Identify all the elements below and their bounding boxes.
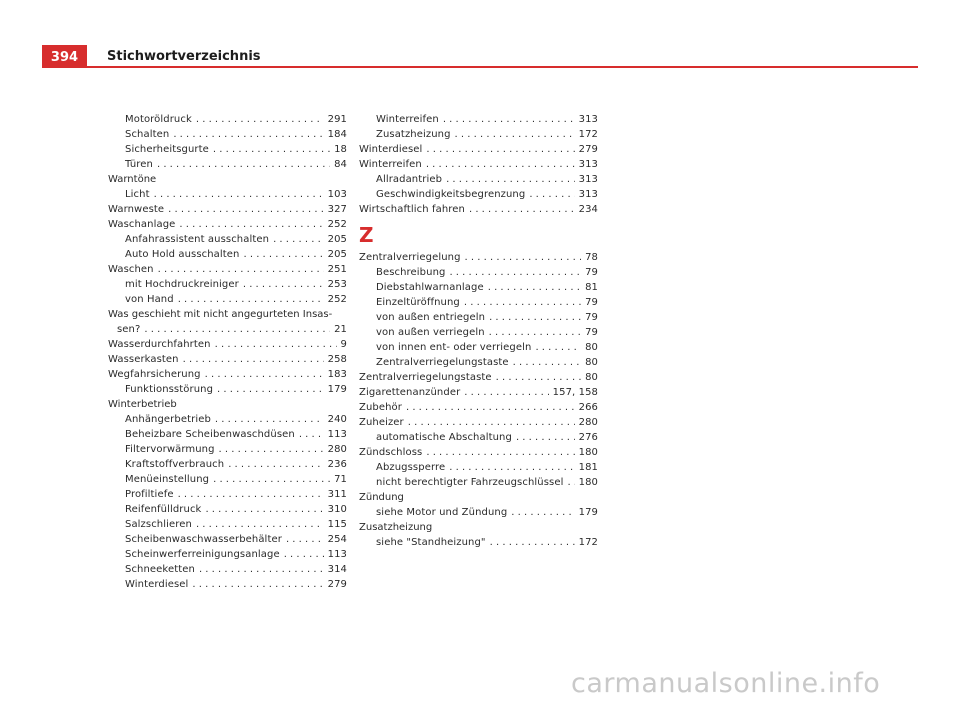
leader-dots	[449, 460, 574, 475]
index-entry	[108, 367, 347, 382]
entry-label: von außen verriegeln	[376, 327, 485, 338]
index-entry	[359, 400, 598, 415]
entry-label: Anhängerbetrieb	[125, 414, 211, 425]
entry-label: Warnweste	[108, 204, 165, 215]
entry-label: Waschanlage	[108, 219, 176, 230]
entry-page: 279	[327, 579, 347, 590]
index-entry	[108, 187, 347, 202]
index-entry	[359, 475, 598, 490]
index-entry	[108, 502, 347, 517]
entry-label: von innen ent- oder verriegeln	[376, 342, 532, 353]
entry-label: siehe "Standheizung"	[376, 537, 486, 548]
entry-label: Kraftstoffverbrauch	[125, 459, 225, 470]
index-entry	[108, 292, 347, 307]
entry-label: Scheinwerferreinigungsanlage	[125, 549, 280, 560]
leader-dots	[489, 310, 581, 325]
entry-page: 18	[334, 144, 347, 155]
entry-label: Wasserdurchfahrten	[108, 339, 211, 350]
leader-dots	[215, 412, 324, 427]
index-heading: Warntöne	[108, 174, 157, 185]
leader-dots	[213, 472, 330, 487]
leader-dots	[511, 505, 574, 520]
entry-label: Zubehör	[359, 402, 402, 413]
entry-page: 115	[327, 519, 347, 530]
watermark: carmanualsonline.info	[571, 668, 881, 699]
leader-dots	[205, 367, 324, 382]
index-entry	[108, 232, 347, 247]
entry-label: Motoröldruck	[125, 114, 192, 125]
entry-label: Abzugssperre	[376, 462, 446, 473]
index-heading: Was geschieht mit nicht angegurteten Insas-	[108, 309, 333, 320]
entry-page: 71	[334, 474, 347, 485]
index-entry	[108, 127, 347, 142]
entry-label: Waschen	[108, 264, 154, 275]
entry-page: 313	[578, 174, 598, 185]
entry-label: Schalten	[125, 129, 170, 140]
entry-label: Winterreifen	[376, 114, 439, 125]
leader-dots	[199, 562, 324, 577]
entry-page: 79	[585, 327, 598, 338]
entry-label: Zentralverriegelungstaste	[359, 372, 492, 383]
index-entry	[108, 337, 347, 352]
index-entry	[359, 370, 598, 385]
entry-label: Wirtschaftlich fahren	[359, 204, 465, 215]
index-entry	[108, 427, 347, 442]
entry-page: 280	[578, 417, 598, 428]
leader-dots	[173, 127, 323, 142]
leader-dots	[516, 430, 575, 445]
leader-dots	[535, 340, 581, 355]
entry-page: 179	[578, 507, 598, 518]
entry-label: Winterdiesel	[359, 144, 423, 155]
leader-dots	[513, 355, 581, 370]
entry-label: Winterdiesel	[125, 579, 189, 590]
index-entry	[108, 142, 347, 157]
entry-page: 253	[327, 279, 347, 290]
leader-dots	[406, 400, 575, 415]
index-entry	[108, 157, 347, 172]
index-column-right	[359, 112, 598, 550]
index-entry	[359, 430, 598, 445]
entry-label: sen?	[117, 324, 141, 335]
entry-label: Allradantrieb	[376, 174, 443, 185]
leader-dots	[469, 202, 575, 217]
entry-label: Winterreifen	[359, 159, 422, 170]
entry-label: Türen	[125, 159, 153, 170]
leader-dots	[464, 385, 548, 400]
index-entry	[108, 382, 347, 397]
entry-page: 81	[585, 282, 598, 293]
entry-label: Zusatzheizung	[376, 129, 451, 140]
index-entry	[359, 310, 598, 325]
entry-page: 205	[327, 234, 347, 245]
entry-label: Geschwindigkeitsbegrenzung	[376, 189, 526, 200]
entry-label: Reifenfülldruck	[125, 504, 202, 515]
index-entry	[108, 517, 347, 532]
entry-label: Anfahrassistent ausschalten	[125, 234, 270, 245]
index-entry	[108, 412, 347, 427]
leader-dots	[567, 475, 574, 490]
index-entry	[108, 262, 347, 277]
entry-label: Zuheizer	[359, 417, 404, 428]
leader-dots	[178, 292, 324, 307]
entry-page: 313	[578, 189, 598, 200]
leader-dots	[215, 337, 337, 352]
index-entry	[359, 172, 598, 187]
entry-page: 84	[334, 159, 347, 170]
leader-dots	[196, 112, 324, 127]
leader-dots	[489, 325, 581, 340]
entry-page: 252	[327, 294, 347, 305]
leader-dots	[286, 532, 324, 547]
entry-page: 80	[585, 342, 598, 353]
entry-page: 172	[578, 129, 598, 140]
leader-dots	[446, 172, 575, 187]
entry-label: siehe Motor und Zündung	[376, 507, 508, 518]
entry-page: 251	[327, 264, 347, 275]
index-entry	[359, 157, 598, 172]
entry-page: 80	[585, 357, 598, 368]
leader-dots	[217, 382, 324, 397]
index-entry	[108, 352, 347, 367]
index-entry	[108, 487, 347, 502]
page-title: Stichwortverzeichnis	[107, 49, 261, 64]
entry-label: Scheibenwaschwasserbehälter	[125, 534, 282, 545]
leader-dots	[284, 547, 324, 562]
index-entry	[359, 415, 598, 430]
leader-dots	[464, 295, 581, 310]
leader-dots	[443, 112, 575, 127]
index-entry	[359, 265, 598, 280]
entry-label: Beschreibung	[376, 267, 446, 278]
entry-label: Menüeinstellung	[125, 474, 210, 485]
entry-page: 21	[334, 324, 347, 335]
entry-page: 113	[327, 549, 347, 560]
entry-page: 9	[340, 339, 347, 350]
entry-page: 266	[578, 402, 598, 413]
entry-page: 79	[585, 297, 598, 308]
entry-page: 240	[327, 414, 347, 425]
index-entry	[359, 127, 598, 142]
entry-page: 157, 158	[552, 387, 598, 398]
entry-label: Profiltiefe	[125, 489, 174, 500]
entry-page: 205	[327, 249, 347, 260]
entry-page: 254	[327, 534, 347, 545]
leader-dots	[179, 217, 323, 232]
leader-dots	[219, 442, 324, 457]
leader-dots	[455, 127, 575, 142]
index-entry	[108, 277, 347, 292]
index-entry	[108, 457, 347, 472]
header-rule	[42, 66, 918, 68]
index-entry	[359, 460, 598, 475]
entry-page: 279	[578, 144, 598, 155]
leader-dots	[228, 457, 323, 472]
entry-label: Wegfahrsicherung	[108, 369, 201, 380]
entry-label: mit Hochdruckreiniger	[125, 279, 239, 290]
leader-dots	[496, 370, 581, 385]
index-entry	[359, 445, 598, 460]
entry-page: 311	[327, 489, 347, 500]
index-entry	[359, 187, 598, 202]
leader-dots	[192, 577, 323, 592]
entry-page: 80	[585, 372, 598, 383]
entry-label: Zündschloss	[359, 447, 423, 458]
leader-dots	[529, 187, 574, 202]
index-entry	[108, 472, 347, 487]
section-letter-z: Z	[359, 223, 374, 247]
entry-label: Zentralverriegelung	[359, 252, 461, 263]
entry-label: Filtervorwärmung	[125, 444, 215, 455]
entry-page: 79	[585, 312, 598, 323]
leader-dots	[243, 247, 323, 262]
entry-label: automatische Abschaltung	[376, 432, 512, 443]
index-entry	[359, 280, 598, 295]
leader-dots	[449, 265, 581, 280]
index-entry	[359, 325, 598, 340]
index-entry	[108, 532, 347, 547]
leader-dots	[426, 142, 574, 157]
index-column-left	[108, 112, 347, 592]
entry-page: 179	[327, 384, 347, 395]
entry-page: 236	[327, 459, 347, 470]
index-entry	[359, 385, 598, 400]
leader-dots	[408, 415, 575, 430]
entry-label: Sicherheitsgurte	[125, 144, 209, 155]
index-entry	[359, 355, 598, 370]
entry-page: 234	[578, 204, 598, 215]
entry-page: 181	[578, 462, 598, 473]
entry-page: 276	[578, 432, 598, 443]
leader-dots	[205, 502, 323, 517]
entry-label: Licht	[125, 189, 150, 200]
entry-label: Wasserkasten	[108, 354, 179, 365]
index-heading: Winterbetrieb	[108, 399, 177, 410]
entry-label: Beheizbare Scheibenwaschdüsen	[125, 429, 295, 440]
index-entry	[108, 112, 347, 127]
entry-label: Zentralverriegelungstaste	[376, 357, 509, 368]
entry-label: nicht berechtigter Fahrzeugschlüssel	[376, 477, 564, 488]
entry-page: 291	[327, 114, 347, 125]
leader-dots	[154, 187, 324, 202]
entry-page: 79	[585, 267, 598, 278]
entry-page: 280	[327, 444, 347, 455]
index-entry	[108, 247, 347, 262]
index-entry	[359, 202, 598, 217]
entry-page: 313	[578, 114, 598, 125]
entry-page: 180	[578, 477, 598, 488]
index-entry	[359, 112, 598, 127]
entry-label: Schneeketten	[125, 564, 195, 575]
leader-dots	[243, 277, 324, 292]
entry-page: 313	[578, 159, 598, 170]
index-entry	[359, 505, 598, 520]
leader-dots	[168, 202, 323, 217]
index-entry	[108, 562, 347, 577]
entry-page: 172	[578, 537, 598, 548]
entry-page: 258	[327, 354, 347, 365]
leader-dots	[157, 157, 330, 172]
leader-dots	[273, 232, 324, 247]
leader-dots	[490, 535, 575, 550]
leader-dots	[196, 517, 324, 532]
entry-page: 183	[327, 369, 347, 380]
leader-dots	[299, 427, 324, 442]
leader-dots	[426, 445, 574, 460]
leader-dots	[158, 262, 324, 277]
entry-page: 310	[327, 504, 347, 515]
index-entry	[108, 217, 347, 232]
entry-page: 184	[327, 129, 347, 140]
entry-label: Zigarettenanzünder	[359, 387, 461, 398]
leader-dots	[488, 280, 581, 295]
entry-page: 327	[327, 204, 347, 215]
index-entry	[359, 250, 598, 265]
leader-dots	[465, 250, 582, 265]
page-number: 394	[42, 45, 87, 68]
entry-page: 78	[585, 252, 598, 263]
index-heading: Zusatzheizung	[359, 522, 433, 533]
leader-dots	[183, 352, 324, 367]
entry-label: Einzeltüröffnung	[376, 297, 460, 308]
leader-dots	[144, 322, 330, 337]
leader-dots	[178, 487, 324, 502]
entry-label: von außen entriegeln	[376, 312, 486, 323]
entry-page: 252	[327, 219, 347, 230]
index-heading: Zündung	[359, 492, 404, 503]
entry-label: Salzschlieren	[125, 519, 192, 530]
entry-page: 103	[327, 189, 347, 200]
entry-page: 314	[327, 564, 347, 575]
index-entry	[108, 577, 347, 592]
entry-label: von Hand	[125, 294, 174, 305]
index-entry	[108, 547, 347, 562]
index-entry	[108, 442, 347, 457]
entry-label: Diebstahlwarnanlage	[376, 282, 484, 293]
index-entry	[359, 295, 598, 310]
index-entry	[359, 535, 598, 550]
index-entry	[359, 142, 598, 157]
leader-dots	[426, 157, 575, 172]
entry-page: 180	[578, 447, 598, 458]
entry-page: 113	[327, 429, 347, 440]
entry-label: Funktionsstörung	[125, 384, 214, 395]
index-entry	[108, 322, 347, 337]
entry-label: Auto Hold ausschalten	[125, 249, 240, 260]
index-entry	[108, 202, 347, 217]
leader-dots	[213, 142, 330, 157]
index-entry	[359, 340, 598, 355]
